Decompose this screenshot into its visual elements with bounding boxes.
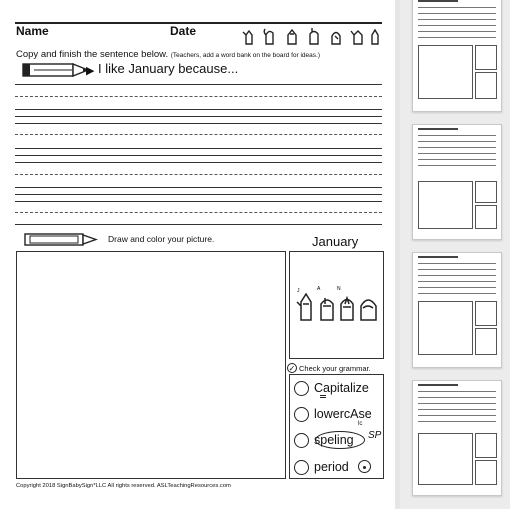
writing-line-top	[15, 116, 382, 117]
grammar-item-label: Capitalize	[314, 381, 369, 395]
draw-instruction: Draw and color your picture.	[108, 234, 215, 244]
drawing-area[interactable]	[16, 251, 286, 479]
name-label: Name	[16, 24, 49, 38]
writing-line-top	[15, 84, 382, 85]
pencil-icon	[22, 63, 90, 77]
spelling-mark: SP	[368, 430, 382, 441]
check-grammar-label	[287, 363, 371, 373]
fingerspelling-strip-icon	[232, 24, 382, 48]
grammar-item-label: lowercAse	[314, 407, 372, 421]
copyright-footer: Copyright 2018 SignBabySign*LLC All rights reserved. ASLTeachingResources.com	[16, 483, 231, 489]
period-dot-icon	[363, 466, 366, 469]
writing-line-mid	[15, 96, 382, 97]
crayon-icon	[24, 233, 98, 246]
page-thumbnail-2[interactable]	[412, 124, 502, 240]
writing-line-top	[15, 162, 382, 163]
writing-line-mid	[15, 134, 382, 135]
thumbnail-sidebar	[400, 0, 510, 509]
date-label: Date	[170, 24, 197, 38]
writing-line-base	[15, 187, 382, 188]
arrow-right-icon: ▶	[86, 65, 95, 77]
writing-line-top	[15, 123, 382, 124]
sign-letter-n: N	[337, 286, 341, 292]
grammar-item-period[interactable]	[294, 459, 349, 475]
capitalize-mark-icon	[320, 395, 326, 398]
page-thumbnail-1[interactable]	[412, 0, 502, 112]
grammar-checkbox[interactable]	[294, 433, 309, 448]
writing-line-top	[15, 155, 382, 156]
writing-line-base	[15, 224, 382, 225]
writing-line-top	[15, 201, 382, 202]
page-thumbnail-3[interactable]	[412, 252, 502, 368]
spelling-oval-icon	[315, 431, 365, 449]
writing-line-top	[15, 194, 382, 195]
grammar-checkbox[interactable]	[294, 407, 309, 422]
check-grammar-text: Check your grammar.	[299, 364, 371, 373]
grammar-item-label: speling	[314, 433, 354, 447]
instructions-main: Copy and finish the sentence below.	[16, 49, 169, 60]
instructions	[16, 49, 320, 60]
page-thumbnail-4[interactable]	[412, 380, 502, 496]
grammar-item-capitalize[interactable]	[294, 380, 369, 396]
sign-letter-a: A	[317, 286, 321, 292]
sentence-prompt: I like January because...	[98, 61, 239, 76]
fingerspelling-january-icon	[295, 282, 381, 322]
lowercase-mark: lc	[358, 421, 363, 427]
grammar-checkbox[interactable]	[294, 381, 309, 396]
instructions-note: (Teachers, add a word bank on the board for ideas.)	[170, 52, 320, 59]
checkmark-icon: ✓	[288, 364, 296, 373]
writing-line-mid	[15, 212, 382, 213]
grammar-item-lowercase[interactable]	[294, 406, 372, 422]
sign-letter-j: J	[297, 288, 300, 294]
writing-line-base	[15, 109, 382, 110]
writing-line-mid	[15, 174, 382, 175]
grammar-checkbox[interactable]	[294, 460, 309, 475]
month-title: January	[312, 234, 359, 249]
grammar-item-label: period	[314, 460, 349, 474]
writing-line-base	[15, 148, 382, 149]
